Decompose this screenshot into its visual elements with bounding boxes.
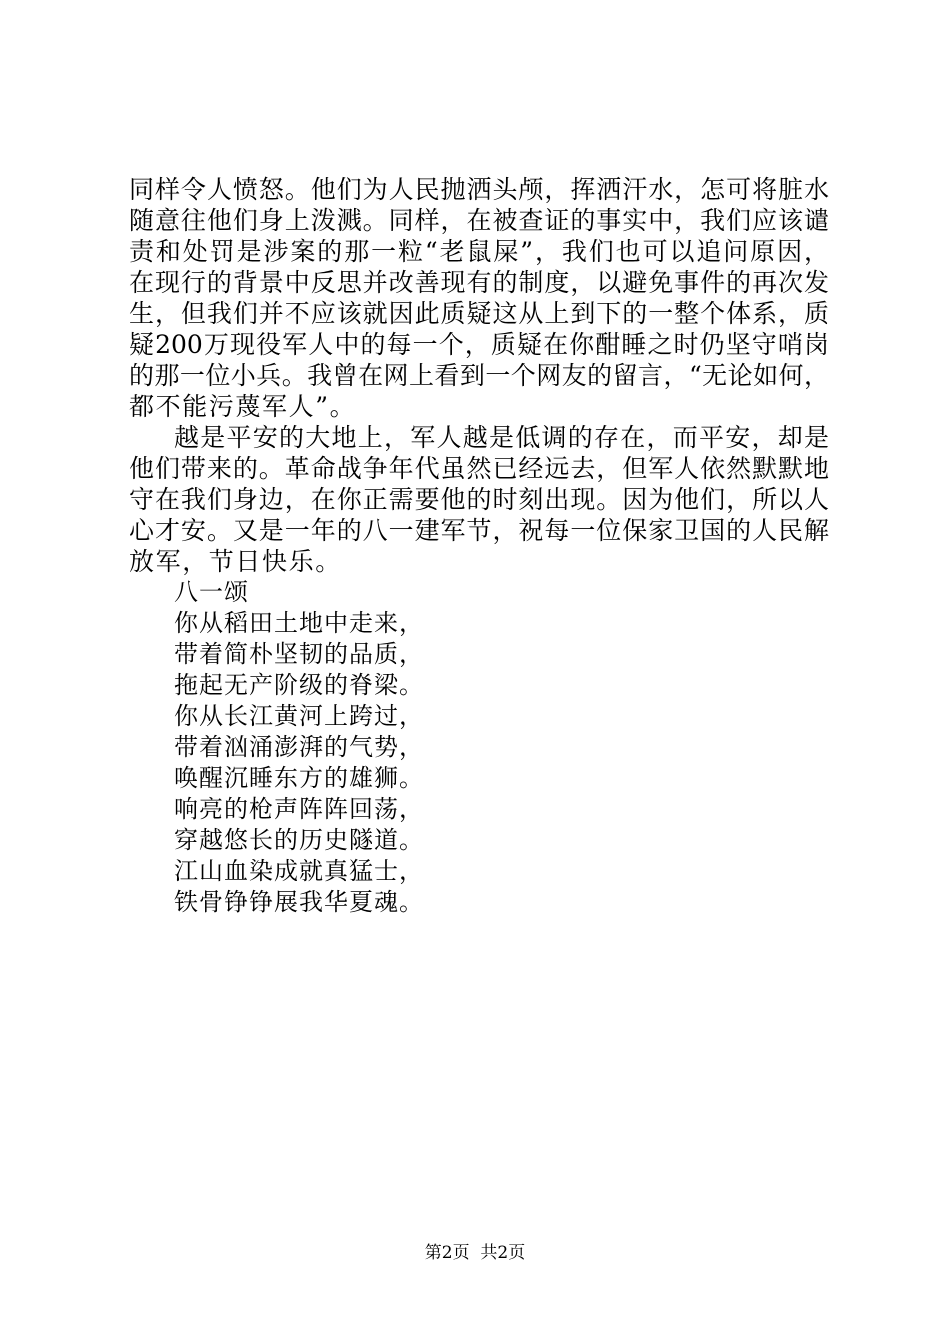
- text-line: 在现行的背景中反思并改善现有的制度，以避免事件的再次发: [129, 268, 829, 297]
- text-line: 的那一位小兵。我曾在网上看到一个网友的留言，“无论如何，: [129, 361, 829, 390]
- paragraph-continuation: [129, 174, 829, 422]
- poem-title: 八一颂: [174, 578, 249, 606]
- poem-line: 唤醒沉睡东方的雄狮。: [174, 764, 424, 792]
- text-line: 心才安。又是一年的八一建军节，祝每一位保家卫国的人民解: [129, 516, 829, 545]
- text-line: 随意往他们身上泼溅。同样，在被查证的事实中，我们应该谴: [129, 206, 829, 235]
- text-line: 他们带来的。革命战争年代虽然已经远去，但军人依然默默地: [129, 454, 829, 483]
- text-line: 放军，节日快乐。: [129, 547, 342, 576]
- document-body: [129, 174, 829, 918]
- poem-line: 穿越悠长的历史隧道。: [174, 826, 424, 854]
- poem-line: 你从稻田土地中走来，: [174, 609, 424, 637]
- text-line: 生，但我们并不应该就因此质疑这从上到下的一整个体系，质: [129, 299, 829, 328]
- poem: [129, 577, 829, 918]
- page-footer: [0, 1242, 950, 1264]
- text-line: 责和处罚是涉案的那一粒“老鼠屎”，我们也可以追问原因，: [129, 237, 829, 266]
- text-line: 守在我们身边，在你正需要他的时刻出现。因为他们，所以人: [129, 485, 829, 514]
- poem-line: 铁骨铮铮展我华夏魂。: [174, 888, 424, 916]
- page-number-label: 第2页 共2页: [424, 1243, 526, 1263]
- text-line: 同样令人愤怒。他们为人民抛洒头颅，挥洒汗水，怎可将脏水: [129, 175, 829, 204]
- poem-line: 带着简朴坚韧的品质，: [174, 640, 424, 668]
- poem-line: 你从长江黄河上跨过，: [174, 702, 424, 730]
- poem-line: 响亮的枪声阵阵回荡，: [174, 795, 424, 823]
- text-line: 越是平安的大地上，军人越是低调的存在，而平安，却是: [174, 423, 829, 452]
- text-line: 都不能污蔑军人”。: [129, 392, 357, 421]
- poem-line: 江山血染成就真猛士，: [174, 857, 424, 885]
- paragraph-second: [129, 422, 829, 577]
- poem-line: 带着汹涌澎湃的气势，: [174, 733, 424, 761]
- poem-line: 拖起无产阶级的脊梁。: [174, 671, 424, 699]
- text-line: 疑200万现役军人中的每一个，质疑在你酣睡之时仍坚守哨岗: [129, 330, 829, 359]
